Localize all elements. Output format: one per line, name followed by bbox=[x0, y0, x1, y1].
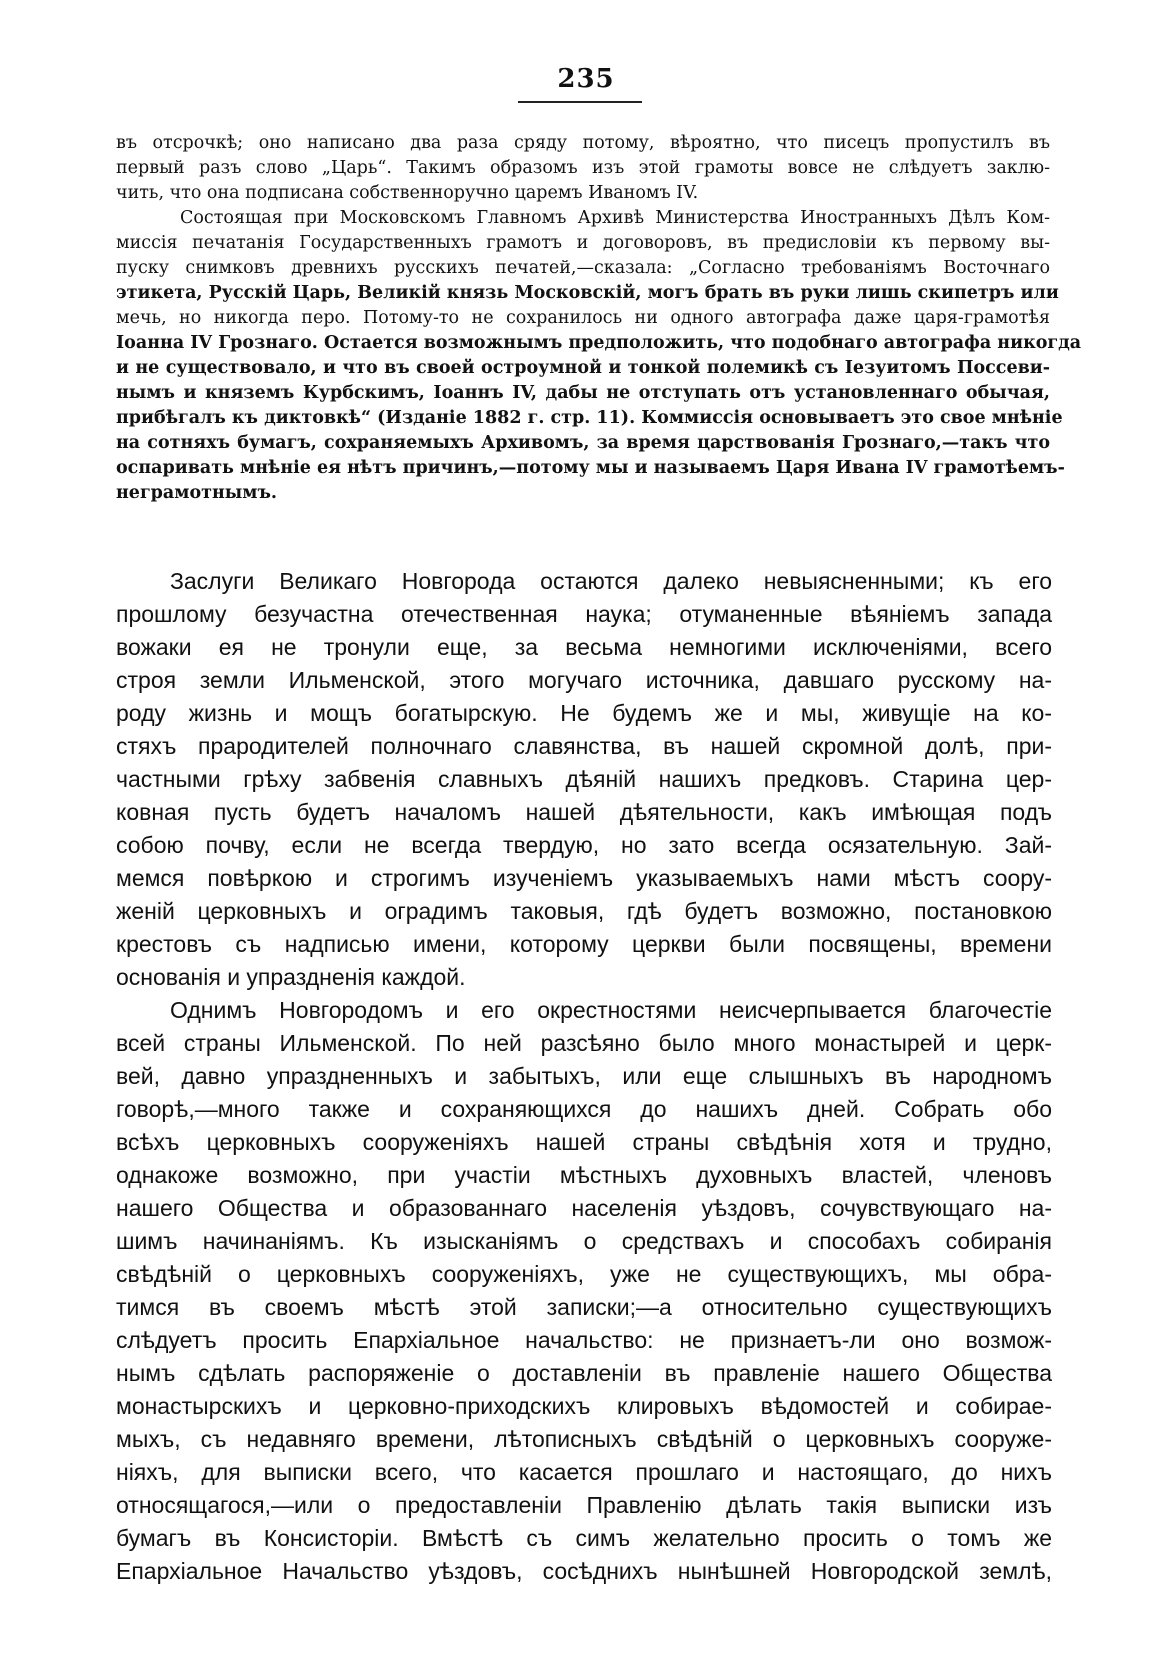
text-line: нымъ сдѣлать распоряженіе о доставленіи въ правленіе нашего Общества bbox=[116, 1360, 1052, 1386]
text-line: всѣхъ церковныхъ сооруженіяхъ нашей страны свѣдѣнія хотя и трудно, bbox=[116, 1129, 1052, 1155]
text-line: всей страны Ильменской. По ней разсѣяно было много монастырей и церк- bbox=[116, 1030, 1052, 1056]
text-line: бумагъ въ Консисторіи. Вмѣстѣ съ симъ желательно просить о томъ же bbox=[116, 1525, 1052, 1551]
text-line: вожаки ея не тронули еще, за весьма немногими исключеніями, всего bbox=[116, 634, 1052, 660]
header-rule bbox=[518, 101, 642, 103]
footnote-line: прибѣгалъ къ диктовкѣ“ (Изданіе 1882 г. стр. 11). Коммиссія основываетъ это свое мнѣніе bbox=[116, 408, 1063, 428]
footnote-line: Іоанна IV Грознаго. Остается возможнымъ предположить, что подобнаго автографа никогда bbox=[116, 333, 1082, 353]
text-line: слѣдуетъ просить Епархіальное начальство: не признаетъ-ли оно возмож- bbox=[116, 1327, 1052, 1353]
main-text bbox=[116, 565, 1052, 1588]
text-line: однакоже возможно, при участіи мѣстныхъ духовныхъ властей, членовъ bbox=[116, 1162, 1052, 1188]
footnote-line: чить, что она подписана собственноручно царемъ Иваномъ IV. bbox=[116, 183, 699, 203]
page-number: 235 bbox=[557, 64, 615, 94]
footnote-line: въ отсрочкѣ; оно написано два раза сряду потому, вѣроятно, что писецъ пропустилъ въ bbox=[116, 133, 1050, 153]
footnote-line: первый разъ слово „Царь“. Такимъ образомъ изъ этой грамоты вовсе не слѣдуетъ заклю- bbox=[116, 158, 1050, 178]
text-line: относящагося,—или о предоставленіи Правленію дѣлать такія выписки изъ bbox=[116, 1492, 1052, 1518]
text-line: ковная пусть будетъ началомъ нашей дѣятельности, какъ имѣющая подъ bbox=[116, 799, 1052, 825]
footnote-line: нымъ и княземъ Курбскимъ, Іоаннъ IV, дабы не отступать отъ установленнаго обычая, bbox=[116, 383, 1050, 403]
text-line: говорѣ,—много также и сохраняющихся до нашихъ дней. Собрать обо bbox=[116, 1096, 1052, 1122]
text-line: мыхъ, съ недавняго времени, лѣтописныхъ свѣдѣній о церковныхъ сооруже- bbox=[116, 1426, 1052, 1452]
text-line: Заслуги Великаго Новгорода остаются далеко невыясненными; къ его bbox=[170, 568, 1052, 594]
footnote-line: миссія печатанія Государственныхъ грамотъ и договоровъ, въ предисловіи къ первому вы- bbox=[116, 233, 1050, 253]
footnote-line: этикета, Русскій Царь, Великій князь Московскій, могъ брать въ руки лишь скипетръ или bbox=[116, 283, 1059, 303]
text-line: собою почву, если не всегда твердую, но зато всегда осязательную. Зай- bbox=[116, 832, 1052, 858]
text-line: основанія и упраздненія каждой. bbox=[116, 964, 466, 990]
footnote-line: мечь, но никогда перо. Потому-то не сохранилось ни одного автографа даже царя-грамотѣя bbox=[116, 308, 1050, 328]
text-line: стяхъ прародителей полночнаго славянства, въ нашей скромной долѣ, при- bbox=[116, 733, 1052, 759]
footnote bbox=[116, 131, 1082, 506]
footnote-line: неграмотнымъ. bbox=[116, 483, 278, 503]
footnote-line: Состоящая при Московскомъ Главномъ Архивѣ Министерства Иностранныхъ Дѣлъ Ком- bbox=[180, 208, 1050, 228]
text-line: мемся повѣркою и строгимъ изученіемъ указываемыхъ нами мѣстъ соору- bbox=[116, 865, 1052, 891]
text-line: тимся въ своемъ мѣстѣ этой записки;—а относительно существующихъ bbox=[116, 1294, 1052, 1320]
text-line: Епархіальное Начальство уѣздовъ, сосѣднихъ нынѣшней Новгородской землѣ, bbox=[116, 1558, 1052, 1584]
text-line: монастырскихъ и церковно-приходскихъ клировыхъ вѣдомостей и собирае- bbox=[116, 1393, 1052, 1419]
text-line: ніяхъ, для выписки всего, что касается прошлаго и настоящаго, до нихъ bbox=[116, 1459, 1052, 1485]
text-line: частными грѣху забвенія славныхъ дѣяній нашихъ предковъ. Старина цер- bbox=[116, 766, 1052, 792]
text-line: роду жизнь и мощъ богатырскую. Не будемъ же и мы, живущіе на ко- bbox=[116, 700, 1052, 726]
footnote-line: пуску снимковъ древнихъ русскихъ печатей,—сказала: „Согласно требованіямъ Восточнаго bbox=[116, 258, 1050, 278]
text-line: женій церковныхъ и оградимъ таковыя, гдѣ будетъ возможно, постановкою bbox=[116, 898, 1052, 924]
text-line: прошлому безучастна отечественная наука; отуманенные вѣяніемъ запада bbox=[116, 601, 1052, 627]
footnote-line: и не существовало, и что въ своей остроумной и тонкой полемикѣ съ Іезуитомъ Поссеви- bbox=[116, 358, 1050, 378]
text-line: вей, давно упраздненныхъ и забытыхъ, или еще слышныхъ въ народномъ bbox=[116, 1063, 1052, 1089]
text-line: крестовъ съ надписью имени, которому церкви были посвящены, времени bbox=[116, 931, 1052, 957]
text-line: Однимъ Новгородомъ и его окрестностями неисчерпывается благочестіе bbox=[170, 997, 1052, 1023]
text-line: строя земли Ильменской, этого могучаго источника, давшаго русскому на- bbox=[116, 667, 1052, 693]
text-line: нашего Общества и образованнаго населенія уѣздовъ, сочувствующаго на- bbox=[116, 1195, 1052, 1221]
footnote-line: на сотняхъ бумагъ, сохраняемыхъ Архивомъ, за время царствованія Грознаго,—такъ что bbox=[116, 433, 1050, 453]
text-line: шимъ начинаніямъ. Къ изысканіямъ о средствахъ и способахъ собиранія bbox=[116, 1228, 1052, 1254]
text-line: свѣдѣній о церковныхъ сооруженіяхъ, уже не существующихъ, мы обра- bbox=[116, 1261, 1052, 1287]
footnote-line: оспаривать мнѣніе ея нѣтъ причинъ,—потому мы и называемъ Царя Ивана IV грамотѣемъ- bbox=[116, 458, 1065, 478]
